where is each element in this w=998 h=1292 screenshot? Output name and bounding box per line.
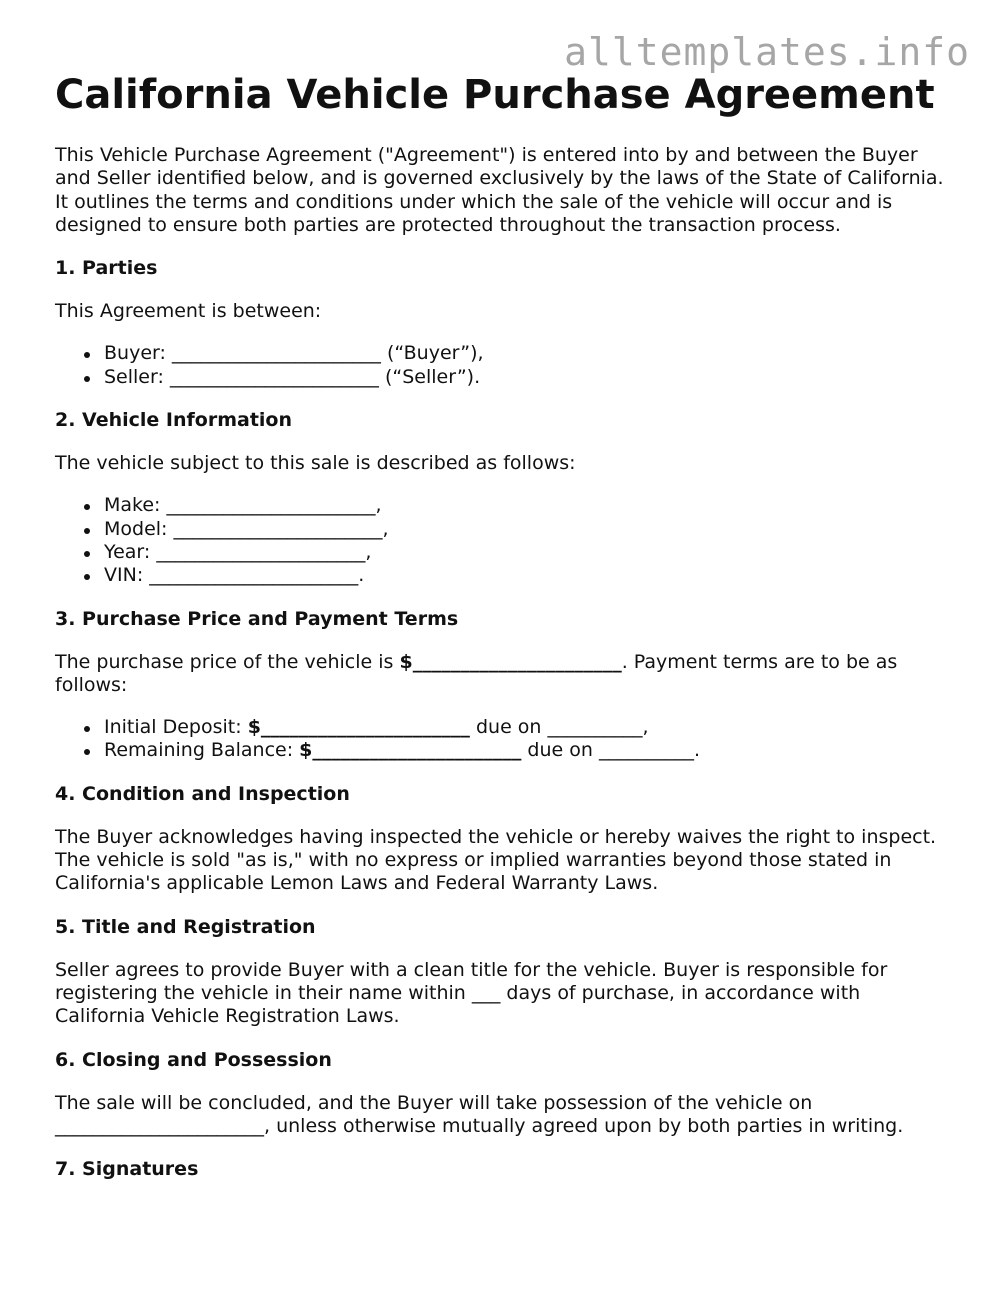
list-item-buyer: Buyer: ______________________ (“Buyer”), — [104, 342, 955, 365]
parties-intro: This Agreement is between: — [55, 300, 322, 323]
condition-paragraph: The Buyer acknowledges having inspected the vehicle or hereby waives the right to inspect. The vehicle is sold "as is," with no express or implied warranties beyond those stated in California's applicable Lemon Laws and Federal Warranty Laws. — [55, 825, 937, 895]
vehicle-list — [55, 494, 955, 587]
document-title: California Vehicle Purchase Agreement — [55, 72, 935, 118]
price-amount-blank: $______________________ — [399, 650, 622, 673]
document-page — [55, 70, 955, 1181]
price-text-after: . Payment terms are to be as follows: — [55, 650, 898, 696]
section-heading-vehicle: 2. Vehicle Information — [55, 409, 292, 432]
balance-amount-blank: $______________________ — [299, 739, 522, 762]
section-heading-price: 3. Purchase Price and Payment Terms — [55, 607, 459, 630]
price-text-before: The purchase price of the vehicle is — [55, 650, 400, 673]
deposit-amount-blank: $______________________ — [247, 716, 470, 739]
price-paragraph — [55, 651, 955, 698]
deposit-due: due on __________, — [469, 716, 649, 739]
watermark: alltemplates.info — [564, 30, 970, 74]
deposit-label: Initial Deposit: — [104, 716, 248, 739]
title-registration-paragraph: Seller agrees to provide Buyer with a clean title for the vehicle. Buyer is responsible for registering the vehicle in their name within ___ days of purchase, in accordance with California Vehicle Registration Laws. — [55, 958, 888, 1028]
balance-due: due on __________. — [521, 739, 701, 762]
list-item-make: Make: ______________________, — [104, 494, 955, 517]
list-item-vin: VIN: ______________________. — [104, 564, 955, 587]
section-heading-closing: 6. Closing and Possession — [55, 1048, 332, 1071]
parties-list — [55, 342, 955, 389]
section-heading-parties: 1. Parties — [55, 257, 158, 280]
balance-label: Remaining Balance: — [104, 739, 300, 762]
list-item-remaining-balance — [104, 739, 955, 762]
list-item-model: Model: ______________________, — [104, 518, 955, 541]
section-heading-condition: 4. Condition and Inspection — [55, 782, 350, 805]
list-item-seller: Seller: ______________________ (“Seller”). — [104, 366, 955, 389]
closing-paragraph: The sale will be concluded, and the Buyer will take possession of the vehicle on ______________________, unless otherwise mutually agreed upon by both parties in writing. — [55, 1091, 904, 1137]
section-heading-title-registration: 5. Title and Registration — [55, 915, 316, 938]
list-item-initial-deposit — [104, 716, 955, 739]
list-item-year: Year: ______________________, — [104, 541, 955, 564]
intro-paragraph: This Vehicle Purchase Agreement ("Agreement") is entered into by and between the Buyer and Seller identified below, and is governed exclusively by the laws of the State of California. It outlines the terms and conditions under which the sale of the vehicle will occur and is designed to ensure both parties are protected throughout the transaction process. — [55, 144, 944, 236]
section-heading-signatures: 7. Signatures — [55, 1158, 199, 1181]
payment-list — [55, 716, 955, 763]
vehicle-intro: The vehicle subject to this sale is described as follows: — [55, 452, 576, 475]
